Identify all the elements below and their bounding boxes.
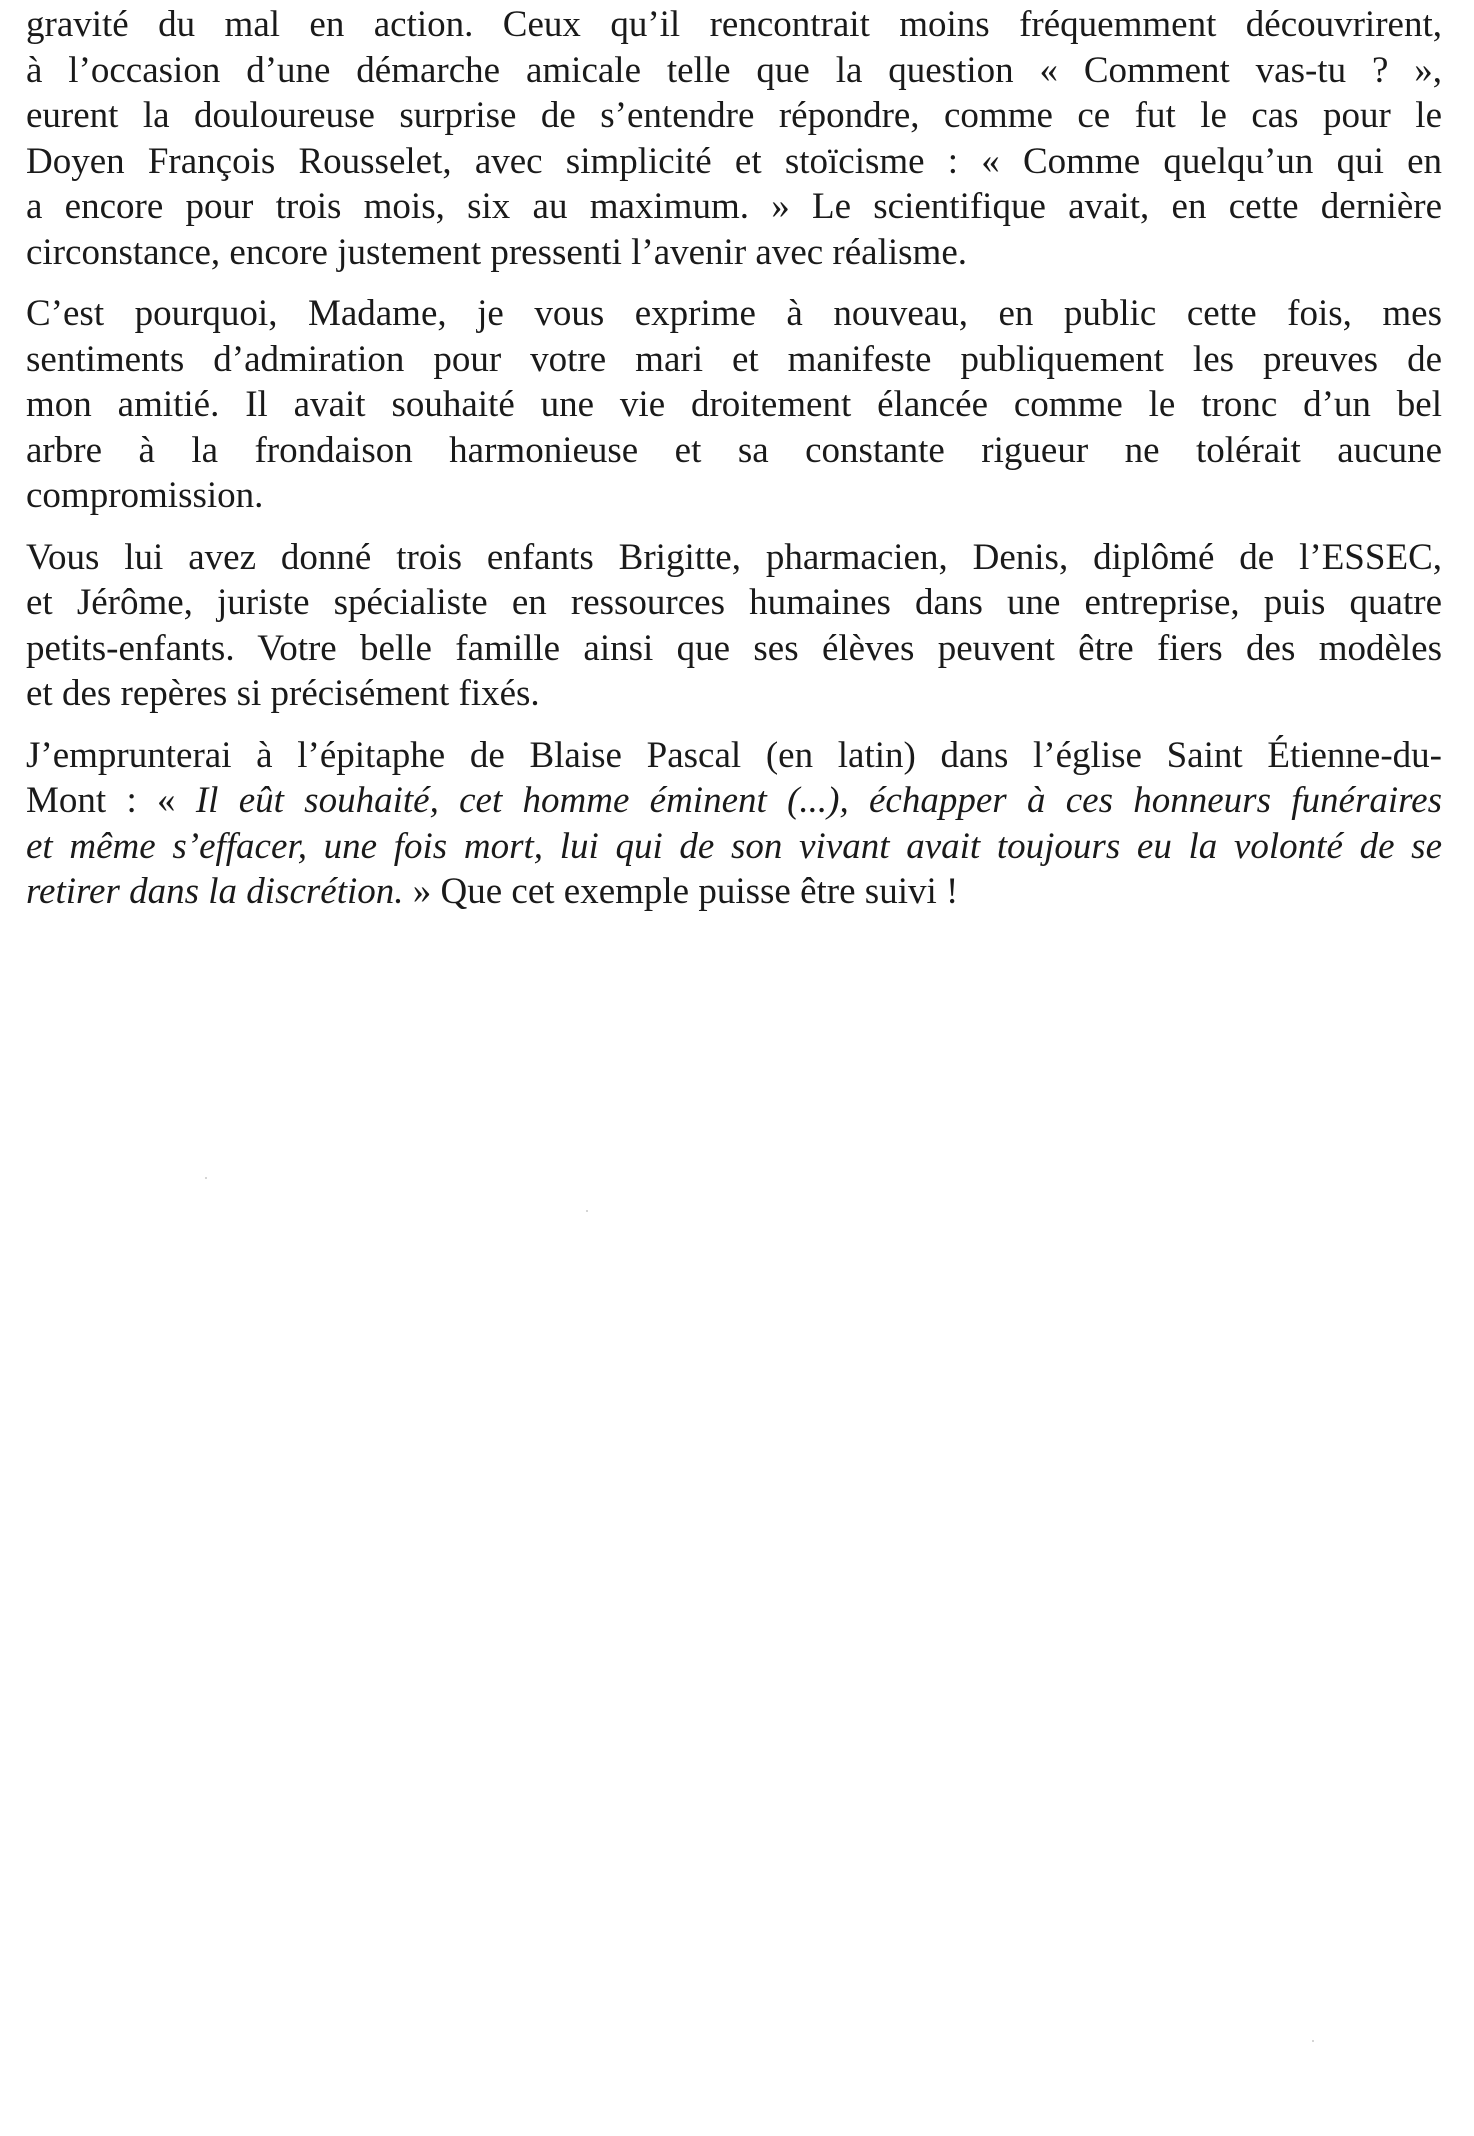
text-line xyxy=(26,869,1442,915)
text-line: arbre à la frondaison harmonieuse et sa constante rigueur ne tolérait aucune xyxy=(26,429,1442,471)
text-line xyxy=(26,778,1442,824)
epitaph-quote: retirer dans la discrétion. xyxy=(26,871,404,912)
text-line: et des repères si précisément fixés. xyxy=(26,673,540,714)
paragraph-illness xyxy=(26,2,1442,275)
scan-speck xyxy=(205,1177,207,1179)
text-line: Vous lui avez donné trois enfants Brigitte, pharmacien, Denis, diplômé de l’ESSEC, xyxy=(26,536,1442,578)
text-line: Doyen François Rousselet, avec simplicité et stoïcisme : « Comme quelqu’un qui en xyxy=(26,140,1442,182)
closing-remark: » Que cet exemple puisse être suivi ! xyxy=(403,871,959,912)
text-line: petits-enfants. Votre belle famille ainsi que ses élèves peuvent être fiers des modèles xyxy=(26,627,1442,669)
text-line: J’emprunterai à l’épitaphe de Blaise Pascal (en latin) dans l’église Saint Étienne-du- xyxy=(26,734,1442,776)
scan-speck xyxy=(1312,2040,1314,2042)
text-line: circonstance, encore justement pressenti l’avenir avec réalisme. xyxy=(26,231,968,273)
paragraph-family xyxy=(26,535,1442,717)
text-line: compromission. xyxy=(26,475,264,516)
text-line: mon amitié. Il avait souhaité une vie droitement élancée comme le tronc d’un bel xyxy=(26,384,1442,425)
paragraph-admiration xyxy=(26,291,1442,519)
epitaph-quote: Il eût souhaité, cet homme éminent (...), échapper à ces honneurs funéraires xyxy=(195,780,1442,821)
text-line: C’est pourquoi, Madame, je vous exprime à nouveau, en public cette fois, mes xyxy=(26,293,1442,334)
text-line: à l’occasion d’une démarche amicale telle que la question « Comment vas-tu ? », xyxy=(26,49,1442,91)
text-line: sentiments d’admiration pour votre mari et manifeste publiquement les preuves de xyxy=(26,338,1442,380)
text-line: et Jérôme, juriste spécialiste en ressources humaines dans une entreprise, puis quatre xyxy=(26,582,1442,623)
scan-speck xyxy=(586,1210,588,1212)
epitaph-quote: et même s’effacer, une fois mort, lui qui de son vivant avait toujours eu la volonté de se xyxy=(26,825,1442,867)
paragraph-epitaph xyxy=(26,733,1442,915)
text-line: gravité du mal en action. Ceux qu’il rencontrait moins fréquemment découvrirent, xyxy=(26,4,1442,45)
text-line: eurent la douloureuse surprise de s’entendre répondre, comme ce fut le cas pour le xyxy=(26,95,1442,136)
text-line: a encore pour trois mois, six au maximum. » Le scientifique avait, en cette dernière xyxy=(26,186,1442,227)
body-text xyxy=(26,0,1442,931)
epitaph-intro: Mont : « xyxy=(26,780,196,821)
